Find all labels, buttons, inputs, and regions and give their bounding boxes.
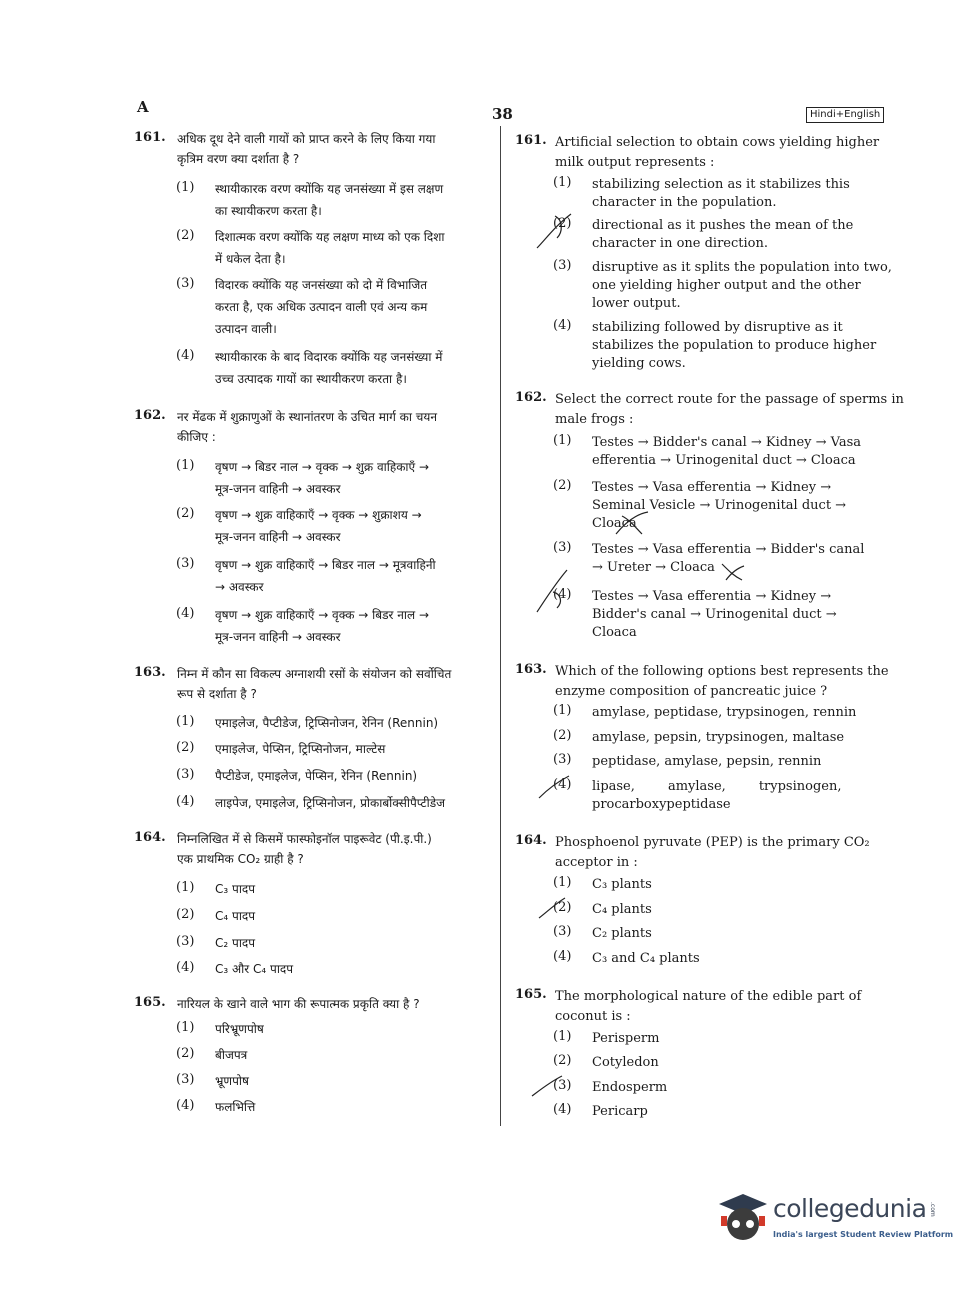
option-text: amylase, peptidase, trypsinogen, rennin bbox=[592, 705, 857, 720]
question-number: 163. bbox=[515, 662, 547, 677]
option-text: C₃ पादप bbox=[215, 882, 256, 896]
option-number: (3) bbox=[553, 752, 572, 767]
option-text: में धकेल देता है। bbox=[215, 252, 286, 266]
option-text: Testes → Vasa efferentia → Bidder's canal bbox=[592, 542, 865, 557]
handwritten-cross-mark bbox=[612, 510, 652, 538]
question-number: 165. bbox=[134, 995, 166, 1010]
option-text: Cotyledon bbox=[592, 1055, 659, 1070]
option-number: (4) bbox=[176, 960, 195, 975]
option-number: (3) bbox=[553, 1078, 572, 1093]
question-text: Phosphoenol pyruvate (PEP) is the primary CO₂ bbox=[555, 835, 870, 850]
question-number: 161. bbox=[134, 130, 166, 145]
option-text: stabilizing selection as it stabilizes this bbox=[592, 177, 850, 192]
option-text: उच्च उत्पादक गायों का स्थायीकरण करता है। bbox=[215, 372, 407, 386]
option-text: स्थायीकारक वरण क्योंकि यह जनसंख्या में इस लक्षण bbox=[215, 182, 444, 196]
option-text: बीजपत्र bbox=[215, 1048, 248, 1062]
option-text: peptidase, amylase, pepsin, rennin bbox=[592, 754, 822, 769]
option-text: C₃ plants bbox=[592, 877, 652, 892]
question-number: 164. bbox=[515, 833, 547, 848]
option-text: C₃ and C₄ plants bbox=[592, 951, 700, 966]
option-text: C₂ plants bbox=[592, 926, 652, 941]
option-text: मूत्र-जनन वाहिनी → अवस्कर bbox=[215, 482, 341, 496]
option-number: (4) bbox=[553, 777, 572, 792]
option-text: amylase, pepsin, trypsinogen, maltase bbox=[592, 730, 845, 745]
option-number: (4) bbox=[553, 949, 572, 964]
option-number: (1) bbox=[176, 714, 195, 729]
option-text: परिभ्रूणपोष bbox=[215, 1022, 264, 1036]
option-text: लाइपेज, एमाइलेज, ट्रिप्सिनोजन, प्रोकार्बोक्सीपैप्टीडेज bbox=[215, 796, 446, 810]
question-text: निम्न में कौन सा विकल्प अग्नाशयी रसों के संयोजन को सर्वोचित bbox=[177, 667, 452, 681]
question-text: Artificial selection to obtain cows yielding higher bbox=[555, 135, 880, 150]
option-text: Testes → Vasa efferentia → Kidney → bbox=[592, 480, 832, 495]
option-text: करता है, एक अधिक उत्पादन वाली एवं अन्य कम bbox=[215, 300, 428, 314]
option-number: (3) bbox=[176, 276, 195, 291]
option-text: दिशात्मक वरण क्योंकि यह लक्षण माध्य को एक दिशा bbox=[215, 230, 445, 244]
option-number: (1) bbox=[553, 703, 572, 718]
option-text: stabilizing followed by disruptive as it bbox=[592, 320, 843, 335]
column-divider bbox=[500, 126, 501, 1126]
question-text: milk output represents : bbox=[555, 155, 715, 170]
handwritten-tick-mark bbox=[537, 896, 567, 920]
option-text: one yielding higher output and the other bbox=[592, 278, 861, 293]
option-number: (2) bbox=[553, 900, 572, 915]
option-number: (3) bbox=[553, 540, 572, 555]
option-number: (2) bbox=[176, 740, 195, 755]
option-number: (3) bbox=[553, 924, 572, 939]
option-number: (2) bbox=[553, 478, 572, 493]
option-number: (4) bbox=[176, 606, 195, 621]
option-text: → Ureter → Cloaca bbox=[592, 560, 715, 575]
option-text: Cloaca bbox=[592, 625, 637, 640]
logo-suffix: .com bbox=[929, 1202, 936, 1217]
option-number: (2) bbox=[553, 728, 572, 743]
option-number: (3) bbox=[176, 934, 195, 949]
option-text: भ्रूणपोष bbox=[215, 1074, 249, 1088]
option-text: एमाइलेज, पैप्टीडेज, ट्रिप्सिनोजन, रेनिन (Rennin) bbox=[215, 716, 439, 730]
option-number: (2) bbox=[553, 1053, 572, 1068]
graduate-cap-icon bbox=[715, 1186, 771, 1246]
question-text: नारियल के खाने वाले भाग की रूपात्मक प्रकृति क्या है ? bbox=[177, 997, 420, 1011]
option-text: efferentia → Urinogenital duct → Cloaca bbox=[592, 453, 856, 468]
set-label: A bbox=[137, 98, 149, 116]
option-text: Perisperm bbox=[592, 1031, 660, 1046]
option-number: (2) bbox=[176, 506, 195, 521]
option-text: Cloaca bbox=[592, 516, 637, 531]
option-text: वृषण → बिडर नाल → वृक्क → शुक्र वाहिकाएँ → bbox=[215, 460, 430, 474]
question-number: 162. bbox=[134, 408, 166, 423]
option-text: C₄ पादप bbox=[215, 909, 256, 923]
option-number: (1) bbox=[553, 175, 572, 190]
question-number: 164. bbox=[134, 830, 166, 845]
option-text: stabilizes the population to produce higher bbox=[592, 338, 877, 353]
option-number: (4) bbox=[553, 318, 572, 333]
logo-wordmark: collegedunia bbox=[773, 1194, 927, 1223]
option-number: (1) bbox=[553, 433, 572, 448]
option-text: विदारक क्योंकि यह जनसंख्या को दो में विभाजित bbox=[215, 278, 428, 292]
option-number: (1) bbox=[553, 875, 572, 890]
option-text: procarboxypeptidase bbox=[592, 797, 731, 812]
question-text: कीजिए : bbox=[177, 430, 216, 444]
option-text: character in one direction. bbox=[592, 236, 768, 251]
question-number: 165. bbox=[515, 987, 547, 1002]
option-text: C₂ पादप bbox=[215, 936, 256, 950]
option-number: (2) bbox=[553, 216, 572, 231]
question-number: 163. bbox=[134, 665, 166, 680]
handwritten-tick-mark bbox=[537, 774, 571, 800]
option-number: (1) bbox=[176, 458, 195, 473]
option-number: (1) bbox=[176, 1020, 195, 1035]
question-text: रूप से दर्शाता है ? bbox=[177, 687, 257, 701]
option-number: (4) bbox=[553, 1102, 572, 1117]
option-text: C₃ और C₄ पादप bbox=[215, 962, 294, 976]
option-number: (4) bbox=[176, 1098, 195, 1113]
option-text: Seminal Vesicle → Urinogenital duct → bbox=[592, 498, 847, 513]
option-text: Testes → Bidder's canal → Kidney → Vasa bbox=[592, 435, 862, 450]
question-number: 161. bbox=[515, 133, 547, 148]
option-text: मूत्र-जनन वाहिनी → अवस्कर bbox=[215, 530, 341, 544]
question-text: enzyme composition of pancreatic juice ? bbox=[555, 684, 828, 699]
collegedunia-logo bbox=[715, 1186, 954, 1248]
question-text: अधिक दूध देने वाली गायों को प्राप्त करने के लिए किया गया bbox=[177, 132, 436, 146]
option-number: (2) bbox=[176, 907, 195, 922]
question-text: The morphological nature of the edible part of bbox=[555, 989, 862, 1004]
option-text: स्थायीकारक के बाद विदारक क्योंकि यह जनसंख्या में bbox=[215, 350, 443, 364]
question-text: acceptor in : bbox=[555, 855, 638, 870]
option-text: मूत्र-जनन वाहिनी → अवस्कर bbox=[215, 630, 341, 644]
option-text: Pericarp bbox=[592, 1104, 648, 1119]
question-text: male frogs : bbox=[555, 412, 634, 427]
question-text: एक प्राथमिक CO₂ ग्राही है ? bbox=[177, 852, 304, 866]
option-text: Testes → Vasa efferentia → Kidney → bbox=[592, 589, 832, 604]
option-text: उत्पादन वाली। bbox=[215, 322, 277, 336]
option-text: directional as it pushes the mean of the bbox=[592, 218, 854, 233]
option-number: (3) bbox=[553, 258, 572, 273]
question-text: निम्नलिखित में से किसमें फास्फोइनॉल पाइरूवेट (पी.इ.पी.) bbox=[177, 832, 432, 846]
option-number: (3) bbox=[176, 1072, 195, 1087]
option-number: (4) bbox=[176, 794, 195, 809]
option-text: का स्थायीकरण करता है। bbox=[215, 204, 322, 218]
option-text: पैप्टीडेज, एमाइलेज, पेप्सिन, रेनिन (Rennin) bbox=[215, 769, 418, 783]
option-number: (4) bbox=[176, 348, 195, 363]
option-number: (1) bbox=[553, 1029, 572, 1044]
option-number: (4) bbox=[553, 587, 572, 602]
option-text: yielding cows. bbox=[592, 356, 686, 371]
option-text: C₄ plants bbox=[592, 902, 652, 917]
handwritten-cross-mark bbox=[720, 562, 746, 582]
option-text: disruptive as it splits the population into two, bbox=[592, 260, 892, 275]
option-text: lipase, amylase, trypsinogen, bbox=[592, 779, 842, 794]
question-text: नर मेंढक में शुक्राणुओं के स्थानांतरण के उचित मार्ग का चयन bbox=[177, 410, 438, 424]
option-number: (3) bbox=[176, 767, 195, 782]
question-number: 162. bbox=[515, 390, 547, 405]
option-text: lower output. bbox=[592, 296, 681, 311]
question-text: Select the correct route for the passage of sperms in bbox=[555, 392, 904, 407]
handwritten-tick-mark bbox=[535, 568, 571, 616]
option-text: Bidder's canal → Urinogenital duct → bbox=[592, 607, 837, 622]
question-text: coconut is : bbox=[555, 1009, 631, 1024]
option-number: (1) bbox=[176, 180, 195, 195]
question-text: कृत्रिम वरण क्या दर्शाता है ? bbox=[177, 152, 300, 166]
logo-tagline: India's largest Student Review Platform bbox=[773, 1230, 954, 1239]
option-text: फलभित्ति bbox=[215, 1100, 256, 1114]
handwritten-tick-mark bbox=[535, 212, 575, 252]
option-text: character in the population. bbox=[592, 195, 777, 210]
option-text: Endosperm bbox=[592, 1080, 668, 1095]
option-number: (2) bbox=[176, 228, 195, 243]
option-text: वृषण → शुक्र वाहिकाएँ → वृक्क → बिडर नाल → bbox=[215, 608, 430, 622]
page-number: 38 bbox=[492, 105, 513, 123]
option-number: (1) bbox=[176, 880, 195, 895]
language-badge: Hindi+English bbox=[806, 107, 884, 123]
option-number: (3) bbox=[176, 556, 195, 571]
handwritten-tick-mark bbox=[530, 1074, 564, 1098]
option-text: एमाइलेज, पेप्सिन, ट्रिप्सिनोजन, माल्टेस bbox=[215, 742, 386, 756]
option-text: वृषण → शुक्र वाहिकाएँ → बिडर नाल → मूत्रवाहिनी bbox=[215, 558, 436, 572]
question-text: Which of the following options best represents the bbox=[555, 664, 889, 679]
option-text: → अवस्कर bbox=[215, 580, 264, 594]
option-text: वृषण → शुक्र वाहिकाएँ → वृक्क → शुक्राशय → bbox=[215, 508, 422, 522]
option-number: (2) bbox=[176, 1046, 195, 1061]
